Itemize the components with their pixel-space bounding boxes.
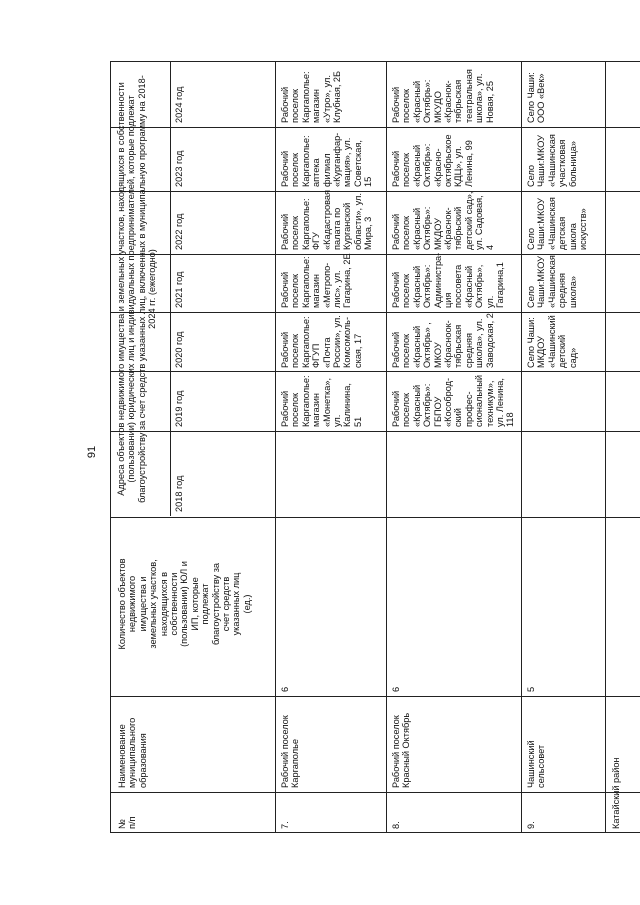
row-7-2022: Рабочий поселок Каргаполье: ФГУ «Кадастровая палата по Курганской области», ул. Мира, 3 [280, 190, 374, 250]
row-9-2022: Село Чаши:МКОУ «Чашинская детская школа искусств» [526, 197, 589, 250]
row-7-2024: Рабочий поселок Каргаполье: магазин «Утро», ул. Клубная, 2Б [280, 70, 343, 123]
row-divider [605, 61, 606, 832]
header-year-2018: 2018 год [174, 475, 184, 512]
row-divider [521, 61, 522, 832]
header-year-2019: 2019 год [174, 390, 184, 427]
row-9-count: 5 [526, 686, 536, 692]
header-num: № п/п [117, 816, 138, 829]
col-divider [110, 792, 640, 793]
header-year-2024: 2024 год [174, 86, 184, 123]
footer-row: Катайский район [611, 757, 621, 829]
page-number: 91 [86, 445, 98, 459]
header-year-2023: 2023 год [174, 150, 184, 187]
header-year-2020: 2020 год [174, 331, 184, 368]
row-9-num: 9. [526, 821, 536, 829]
row-7-name: Рабочий поселок Каргаполье [280, 715, 301, 788]
col-divider [110, 696, 640, 697]
header-addresses: Адреса объектов недвижимого имущества и земельных участков, находящихся в собственности (пользовании) юридических лиц и индивидуальных предпринимателей, которые подлежат благоустройству за счет средств указанных лиц, включенных в муниципальную программу на 2018- 2024 гг. (ежегодно) [116, 75, 158, 503]
row-8-2023: Рабочий поселок «Красный Октябрь»: «Красно- октябрьское КДЦ», ул. Ленина, 99 [391, 134, 474, 187]
row-9-name: Чашинский сельсовет [526, 740, 547, 788]
col-divider [110, 371, 640, 372]
row-7-2023: Рабочий поселок Каргаполье: аптека филиал «Курганфар- мация», ул. Советская, 15 [280, 132, 374, 187]
row-8-2022: Рабочий поселок «Красный Октябрь»: МКДОУ «Краснок- тябрьский детский сад», ул. Садовая, 4 [391, 191, 495, 250]
row-8-name: Рабочий поселок Красный Октябрь [391, 712, 412, 788]
table-border-bottom [110, 832, 640, 833]
row-7-count: 6 [280, 686, 290, 692]
row-9-2021: Село Чаши:МКОУ «Чашинская средняя школа» [526, 255, 578, 308]
header-name: Наименование муниципального образования [117, 717, 148, 788]
row-8-2024: Рабочий поселок «Красный Октябрь»: МКУДО «Краснок- тябрьская театральная школа», ул. Новая, 25 [391, 69, 495, 123]
row-divider [275, 61, 276, 832]
row-divider [386, 61, 387, 832]
row-8-2019: Рабочий поселок «Красный Октябрь»: ГБПОУ «Кособрод- ский профес- сиональный техникум», ул. Ленина, 118 [391, 375, 516, 427]
header-count: Количество объектов недвижимого имущества и земельных участков, находящихся в собственности (пользовании) ЮЛ и ИП, которые подлежат благоустройству за счет средств указанных лиц (ед.) [117, 558, 252, 650]
row-7-2020: Рабочий поселок Каргаполье: ФГУП «Почта России», ул. Комсомоль- ская, 17 [280, 315, 363, 368]
row-9-2020: Село Чаши: МКДОУ «Чашинский детский сад» [526, 315, 578, 368]
row-8-num: 8. [391, 821, 401, 829]
years-header-divider [170, 61, 171, 516]
row-9-2024: Село Чаши: ООО «Век» [526, 72, 547, 123]
row-7-2019: Рабочий поселок Каргаполье: магазин «Монетка», ул. Калинина, 51 [280, 375, 363, 427]
header-year-2022: 2022 год [174, 213, 184, 250]
table-border-left [110, 61, 111, 832]
row-7-2021: Рабочий поселок Каргаполье: магазин «Метропо- лис», ул. Гагарина, 2Е [280, 253, 353, 308]
col-divider [110, 431, 640, 432]
table-border-top [110, 61, 640, 62]
row-7-num: 7. [280, 821, 290, 829]
row-9-2023: Село Чаши:МКОУ «Чашинская участковая больница» [526, 134, 578, 187]
row-8-2021: Рабочий поселок «Красный Октябрь»: Администра- ция поссовета «Красный Октябрь», ул. Гагарина,1 [391, 252, 506, 308]
row-8-2020: Рабочий поселок «Красный Октябрь» , МКОУ «Красноок- тябрьская средняя школа», ул. Заводская, 2 [391, 313, 495, 368]
row-8-count: 6 [391, 686, 401, 692]
header-year-2021: 2021 год [174, 271, 184, 308]
